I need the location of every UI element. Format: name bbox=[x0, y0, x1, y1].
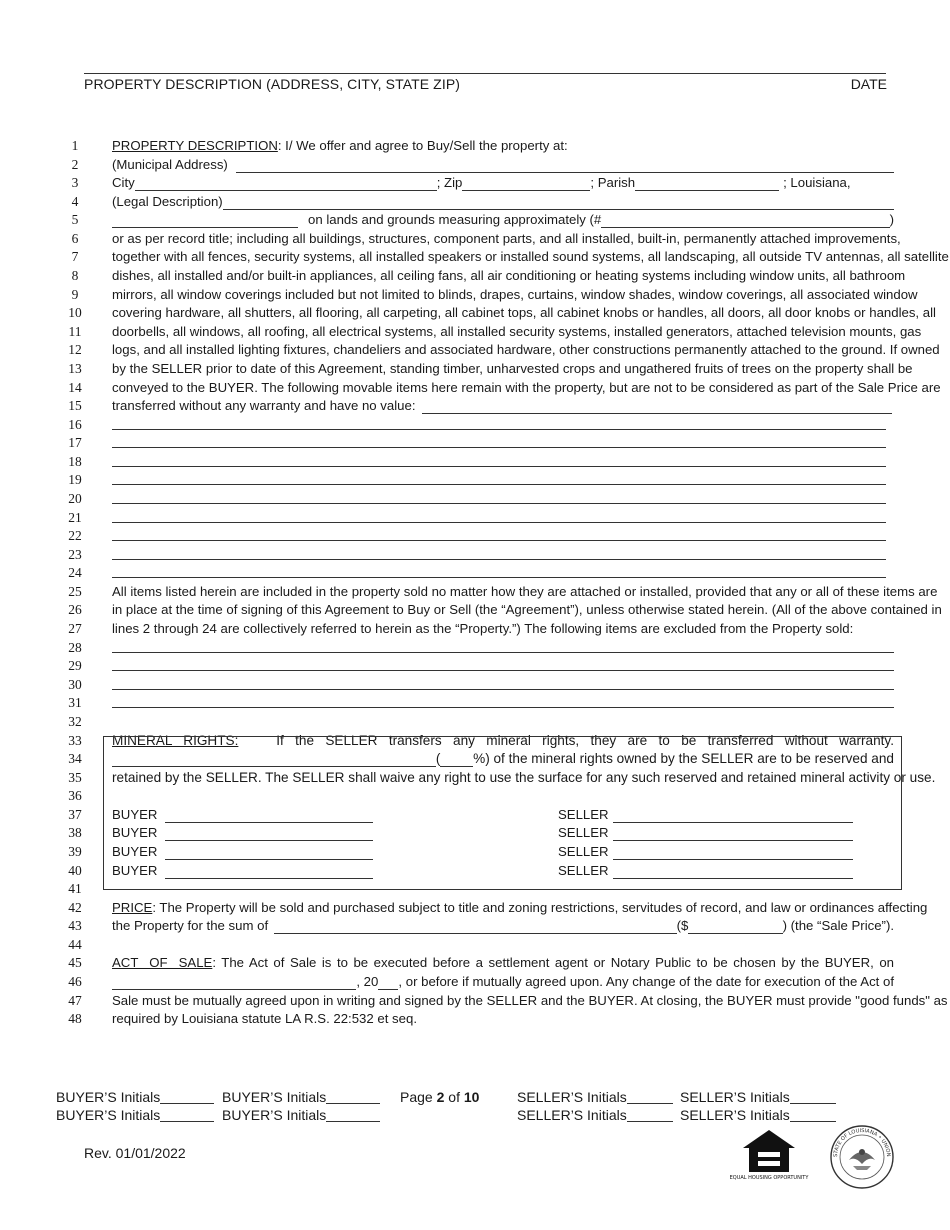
mineral-rights-heading: MINERAL RIGHTS: bbox=[112, 732, 239, 748]
lands-measuring-text: on lands and grounds measuring approximately (# bbox=[308, 212, 602, 228]
line-number: 16 bbox=[68, 416, 82, 432]
line-number: 28 bbox=[68, 639, 82, 655]
line-number: 31 bbox=[68, 695, 82, 711]
line-45 bbox=[0, 954, 950, 973]
line-28 bbox=[0, 639, 950, 658]
body-text: by the SELLER prior to date of this Agreement, standing timber, unharvested crops and ungathered fruits of trees on the property shall be bbox=[112, 360, 913, 376]
property-description-heading: PROPERTY DESCRIPTION bbox=[112, 138, 278, 153]
seller-initials-label: SELLER’S Initials bbox=[517, 1107, 627, 1123]
movable-items-field[interactable] bbox=[422, 401, 893, 414]
act-of-sale-text: , or before if mutually agreed upon. Any change of the date for execution of the Act of bbox=[398, 974, 894, 990]
property-address-label: PROPERTY DESCRIPTION (ADDRESS, CITY, STATE ZIP) bbox=[84, 76, 461, 92]
line-number: 25 bbox=[68, 583, 82, 599]
buyer-label: BUYER bbox=[112, 806, 158, 822]
body-text: doorbells, all windows, all roofing, all electrical systems, all installed security systems, installed generators, attached television mounts, gas bbox=[112, 323, 922, 339]
line-30 bbox=[0, 676, 950, 695]
line-5 bbox=[0, 211, 950, 230]
line-number: 38 bbox=[68, 825, 82, 841]
body-text: All items listed herein are included in the property sold no matter how they are attached or installed, provided that any or all of these items are bbox=[112, 583, 938, 599]
line-number: 23 bbox=[68, 546, 82, 562]
line-2 bbox=[0, 156, 950, 175]
line-24 bbox=[0, 564, 950, 583]
line-8 bbox=[0, 267, 950, 286]
line-10 bbox=[0, 304, 950, 323]
pct-open-paren: ( bbox=[435, 751, 441, 767]
line-29 bbox=[0, 657, 950, 676]
line-25 bbox=[0, 583, 950, 602]
line-number: 18 bbox=[68, 453, 82, 469]
line-number: 11 bbox=[68, 323, 82, 339]
line-number: 9 bbox=[71, 286, 79, 302]
city-field[interactable] bbox=[135, 178, 437, 191]
seller-initials-label: SELLER’S Initials bbox=[680, 1089, 790, 1105]
line-31 bbox=[0, 694, 950, 713]
property-intro: : I/ We offer and agree to Buy/Sell the property at: bbox=[277, 138, 568, 153]
line-number: 1 bbox=[71, 138, 79, 153]
excluded-items-line[interactable] bbox=[112, 694, 894, 708]
movable-items-line[interactable] bbox=[112, 453, 886, 467]
line-number: 40 bbox=[68, 862, 82, 878]
line-number: 6 bbox=[71, 230, 79, 246]
sale-price-label: ) (the “Sale Price”). bbox=[782, 918, 894, 934]
line-20 bbox=[0, 490, 950, 509]
revision-date: Rev. 01/01/2022 bbox=[84, 1145, 186, 1161]
seller-label: SELLER bbox=[558, 843, 609, 859]
line-43 bbox=[0, 917, 950, 936]
line-number: 12 bbox=[68, 342, 82, 358]
legal-description-continued-field[interactable] bbox=[112, 215, 298, 228]
line-17 bbox=[0, 434, 950, 453]
line-number: 22 bbox=[68, 528, 82, 544]
seller-initials-label: SELLER’S Initials bbox=[517, 1089, 627, 1105]
line-23 bbox=[0, 546, 950, 565]
city-label: City bbox=[112, 175, 135, 191]
act-of-sale-year-field[interactable] bbox=[378, 977, 398, 990]
price-sum-label: the Property for the sum of bbox=[112, 918, 269, 934]
line-number: 15 bbox=[68, 398, 82, 414]
line-18 bbox=[0, 453, 950, 472]
page-of: of bbox=[444, 1089, 464, 1105]
movable-items-line[interactable] bbox=[112, 509, 886, 523]
seller-label: SELLER bbox=[558, 806, 609, 822]
header-rule bbox=[84, 73, 886, 74]
line-number: 43 bbox=[68, 918, 82, 934]
line-7 bbox=[0, 248, 950, 267]
parish-label: ; Parish bbox=[590, 175, 636, 191]
line-19 bbox=[0, 471, 950, 490]
body-text: or as per record title; including all buildings, structures, component parts, and all installed, built-in, permanently attached improvements, bbox=[112, 230, 901, 246]
line-number: 2 bbox=[71, 156, 79, 172]
line-number: 48 bbox=[68, 1011, 82, 1027]
line-number: 30 bbox=[68, 676, 82, 692]
municipal-address-label: (Municipal Address) bbox=[112, 156, 228, 172]
line-32 bbox=[0, 713, 950, 732]
excluded-items-line[interactable] bbox=[112, 657, 894, 671]
line-number: 19 bbox=[68, 472, 82, 488]
close-paren: ) bbox=[889, 212, 894, 228]
line-26 bbox=[0, 601, 950, 620]
movable-items-line[interactable] bbox=[112, 546, 886, 560]
seller-initials-field[interactable] bbox=[627, 1091, 673, 1104]
page-total: 10 bbox=[463, 1089, 480, 1105]
dollar-open: ($ bbox=[676, 918, 689, 934]
price-heading: PRICE bbox=[112, 899, 153, 915]
line-3 bbox=[0, 174, 950, 193]
movable-items-line[interactable] bbox=[112, 527, 886, 541]
body-text: mirrors, all window coverings included but not limited to blinds, drapes, curtains, window shades, window coverings, all associated window bbox=[112, 286, 918, 302]
zip-field[interactable] bbox=[462, 178, 590, 191]
line-number: 32 bbox=[68, 713, 82, 729]
buyer-label: BUYER bbox=[112, 825, 158, 841]
line-27 bbox=[0, 620, 950, 639]
municipal-address-field[interactable] bbox=[236, 160, 894, 173]
movable-items-text: transferred without any warranty and have no value: bbox=[112, 398, 416, 414]
line-number: 3 bbox=[71, 175, 79, 191]
line-number: 26 bbox=[68, 602, 82, 618]
line-number: 24 bbox=[68, 565, 82, 581]
seller-initials-field[interactable] bbox=[627, 1109, 673, 1122]
buyer-initials-label: BUYER’S Initials bbox=[56, 1107, 161, 1123]
buyer-initials-field[interactable] bbox=[160, 1091, 214, 1104]
line-number: 36 bbox=[68, 788, 82, 804]
line-number: 4 bbox=[71, 193, 79, 209]
legal-description-field[interactable] bbox=[223, 197, 894, 210]
act-of-sale-text: : The Act of Sale is to be executed before a settlement agent or Notary Public to be chosen by the BUYER, on bbox=[212, 955, 894, 971]
parish-field[interactable] bbox=[635, 178, 779, 191]
seller-label: SELLER bbox=[558, 825, 609, 841]
line-14 bbox=[0, 379, 950, 398]
seller-label: SELLER bbox=[558, 862, 609, 878]
page-number: 2 bbox=[436, 1089, 445, 1105]
line-15 bbox=[0, 397, 950, 416]
line-4 bbox=[0, 193, 950, 212]
line-number: 7 bbox=[71, 249, 79, 265]
seller-initials-field[interactable] bbox=[790, 1109, 836, 1122]
excluded-items-line[interactable] bbox=[112, 676, 894, 690]
buyer-label: BUYER bbox=[112, 862, 158, 878]
movable-items-line[interactable] bbox=[112, 564, 886, 578]
measurement-field[interactable] bbox=[601, 215, 889, 228]
line-number: 37 bbox=[68, 806, 82, 822]
line-48 bbox=[0, 1010, 950, 1029]
line-number: 46 bbox=[68, 974, 82, 990]
line-21 bbox=[0, 509, 950, 528]
year-prefix: , 20 bbox=[356, 974, 379, 990]
seal-text: STATE OF LOUISIANA • UNION bbox=[832, 1127, 892, 1158]
line-46 bbox=[0, 973, 950, 992]
line-number: 10 bbox=[68, 305, 82, 321]
line-12 bbox=[0, 341, 950, 360]
body-text: together with all fences, security systems, all installed speakers or installed sound systems, all landscaping, all outside TV antennas, all satellite bbox=[112, 249, 949, 265]
buyer-initials-col-2 bbox=[222, 1088, 380, 1124]
line-number: 20 bbox=[68, 490, 82, 506]
louisiana-label: ; Louisiana, bbox=[783, 175, 851, 191]
line-22 bbox=[0, 527, 950, 546]
line-number: 5 bbox=[71, 212, 79, 228]
line-number: 35 bbox=[68, 769, 82, 785]
line-number: 39 bbox=[68, 843, 82, 859]
price-amount-field[interactable] bbox=[688, 921, 782, 934]
mineral-rights-box bbox=[103, 736, 936, 890]
buyer-initials-label: BUYER’S Initials bbox=[222, 1107, 327, 1123]
body-text: in place at the time of signing of this Agreement to Buy or Sell (the “Agreement”), unless otherwise stated herein. (All of the above contained in bbox=[112, 602, 942, 618]
line-number: 45 bbox=[68, 955, 82, 971]
seller-initials-label: SELLER’S Initials bbox=[680, 1107, 790, 1123]
line-number: 47 bbox=[68, 992, 82, 1008]
line-number: 41 bbox=[68, 881, 82, 897]
mineral-rights-text: If the SELLER transfers any mineral rights, they are to be transferred without warranty. bbox=[276, 732, 894, 748]
buyer-initials-field[interactable] bbox=[160, 1109, 214, 1122]
louisiana-seal-icon bbox=[829, 1124, 895, 1190]
form-lines bbox=[0, 137, 950, 1029]
buyer-label: BUYER bbox=[112, 843, 158, 859]
buyer-initials-field[interactable] bbox=[326, 1109, 380, 1122]
movable-items-line[interactable] bbox=[112, 416, 886, 430]
excluded-items-line[interactable] bbox=[112, 639, 894, 653]
body-text: covering hardware, all shutters, all flooring, all carpeting, all cabinet tops, all cabinet knobs or handles, all doors, all door knobs or handles, all bbox=[112, 305, 936, 321]
line-13 bbox=[0, 360, 950, 379]
page-indicator bbox=[400, 1088, 479, 1106]
body-text: lines 2 through 24 are collectively referred to herein as the “Property.”) The following items are excluded from the Property sold: bbox=[112, 621, 854, 637]
buyer-initials-label: BUYER’S Initials bbox=[56, 1089, 161, 1105]
seller-initials-field[interactable] bbox=[790, 1091, 836, 1104]
act-of-sale-heading: ACT OF SALE bbox=[112, 955, 213, 971]
equal-housing-icon bbox=[729, 1128, 809, 1186]
line-16 bbox=[0, 416, 950, 435]
zip-label: ; Zip bbox=[436, 175, 463, 191]
line-number: 34 bbox=[68, 751, 82, 767]
line-number: 13 bbox=[68, 360, 82, 376]
line-number: 17 bbox=[68, 435, 82, 451]
legal-description-label: (Legal Description) bbox=[112, 193, 223, 209]
line-11 bbox=[0, 323, 950, 342]
seller-initials-col-1 bbox=[517, 1088, 673, 1124]
line-44 bbox=[0, 936, 950, 955]
line-number: 29 bbox=[68, 658, 82, 674]
movable-items-line[interactable] bbox=[112, 471, 886, 485]
act-of-sale-text: required by Louisiana statute LA R.S. 22:532 et seq. bbox=[112, 1011, 417, 1027]
price-text: : The Property will be sold and purchased subject to title and zoning restrictions, servitudes of record, and law or ordinances affecting bbox=[152, 899, 928, 915]
body-text: dishes, all installed and/or built-in appliances, all ceiling fans, all air conditioning or heating systems including window units, all bathroom bbox=[112, 268, 906, 284]
mineral-rights-percent-text: %) of the mineral rights owned by the SELLER are to be reserved and bbox=[473, 751, 894, 767]
body-text: conveyed to the BUYER. The following movable items here remain with the property, but are not to be considered as part of the Sale Price are bbox=[112, 379, 941, 395]
line-1 bbox=[0, 137, 950, 156]
line-47 bbox=[0, 992, 950, 1011]
date-label: DATE bbox=[850, 76, 887, 92]
buyer-initials-col-1 bbox=[56, 1088, 214, 1124]
line-number: 14 bbox=[68, 379, 82, 395]
eho-text: EQUAL HOUSING OPPORTUNITY bbox=[729, 1175, 809, 1181]
line-number: 44 bbox=[68, 936, 82, 952]
act-of-sale-text: Sale must be mutually agreed upon in writing and signed by the SELLER and the BUYER. At closing, the BUYER must provide "good funds" as bbox=[112, 992, 948, 1008]
line-number: 8 bbox=[71, 268, 79, 284]
line-42 bbox=[0, 899, 950, 918]
page-prefix: Page bbox=[400, 1089, 437, 1105]
price-words-field[interactable] bbox=[274, 921, 677, 934]
buyer-initials-label: BUYER’S Initials bbox=[222, 1089, 327, 1105]
buyer-initials-field[interactable] bbox=[326, 1091, 380, 1104]
line-number: 27 bbox=[68, 621, 82, 637]
act-of-sale-date-field[interactable] bbox=[112, 977, 356, 990]
line-number: 42 bbox=[68, 899, 82, 915]
line-9 bbox=[0, 286, 950, 305]
line-number: 21 bbox=[68, 509, 82, 525]
mineral-rights-text: retained by the SELLER. The SELLER shall waive any right to use the surface for any such reserved and retained mineral activity or use. bbox=[112, 769, 936, 785]
body-text: logs, and all installed lighting fixtures, chandeliers and associated hardware, other constructions permanently attached to the ground. If owned bbox=[112, 342, 940, 358]
seller-initials-col-2 bbox=[680, 1088, 836, 1124]
line-6 bbox=[0, 230, 950, 249]
line-number: 33 bbox=[68, 732, 82, 748]
movable-items-line[interactable] bbox=[112, 434, 886, 448]
movable-items-line[interactable] bbox=[112, 490, 886, 504]
